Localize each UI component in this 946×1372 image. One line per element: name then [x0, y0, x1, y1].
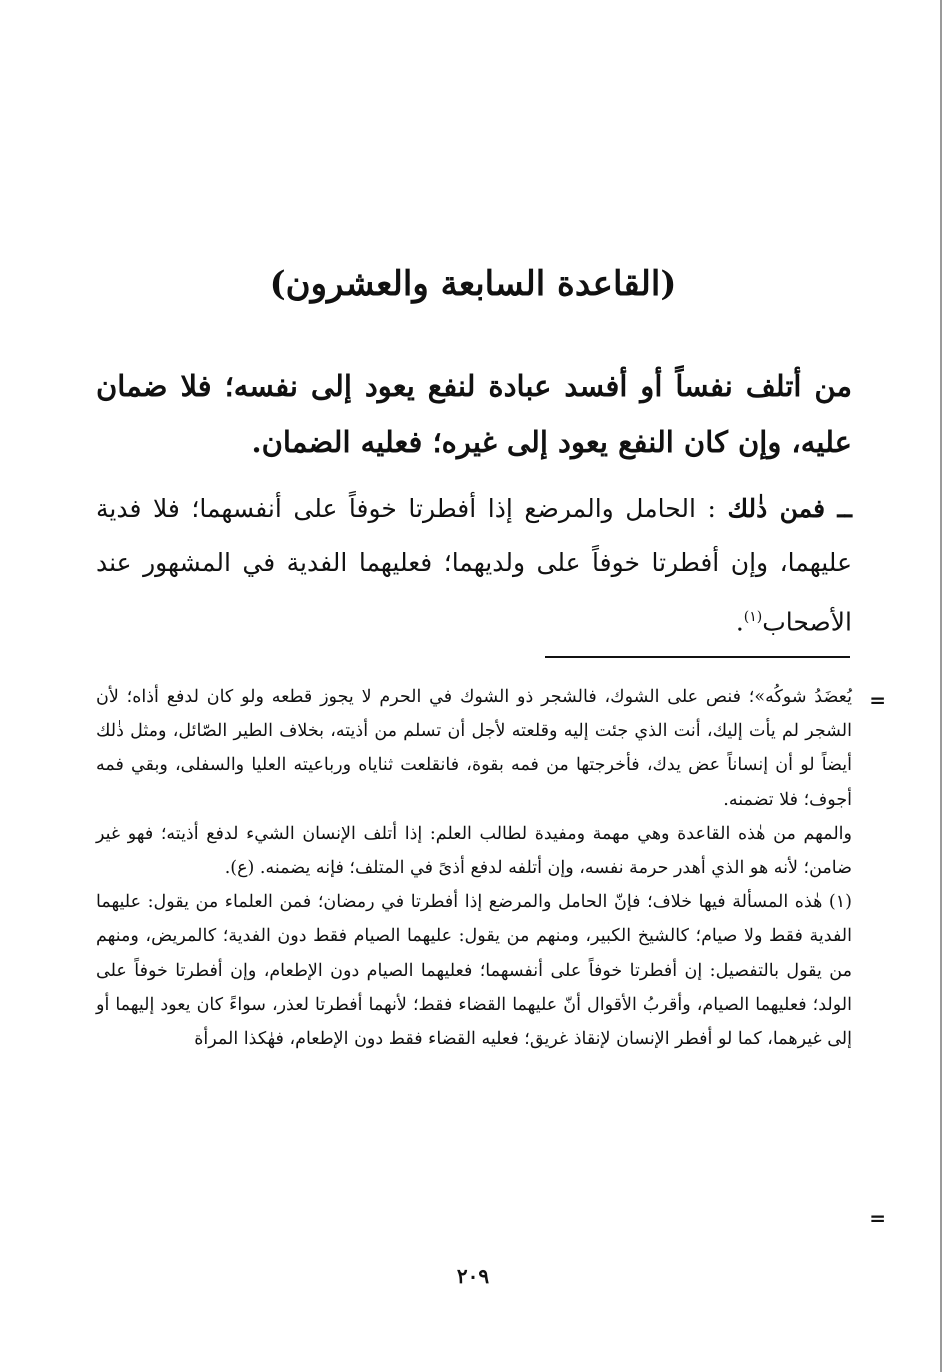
footnote-separator — [545, 656, 850, 658]
page-edge-line — [940, 0, 942, 1372]
footnote-ref[interactable]: (١) — [743, 609, 763, 625]
rule-title: (القاعدة السابعة والعشرون) — [269, 264, 677, 304]
example-end: . — [735, 607, 744, 637]
continuation-mark-bottom: = — [869, 1206, 886, 1230]
rule-statement: من أتلف نفساً أو أفسد عبادة لنفع يعود إلى نفسه؛ فلا ضمان عليه، وإن كان النفع يعود إلى غيره؛ فعليه الضمان. — [96, 369, 852, 459]
page-number: ٢٠٩ — [456, 1264, 490, 1288]
footnote-para-2: والمهم من هٰذه القاعدة وهي مهمة ومفيدة لطالب العلم: إذا أتلف الإنسان الشيء لدفع أذيته؛ فهو غير ضامن؛ لأنه هو الذي أهدر حرمة نفسه، وإن أتلفه لدفع أذىً في المتلف؛ فإنه يضمنه. (ع). — [96, 823, 852, 879]
footnote-para-1: يُعضَدُ شوكُه»؛ فنص على الشوك، فالشجر ذو الشوك في الحرم لا يجوز قطعه ولو كان لدفع أذاه؛ لأن الشجر لم يأت إليك، أنت الذي جئت إليه وقلعته لأجل أن تسلم من أذيته، بخلاف الطير الصّائل، ومثل ذٰلك أيضاً لو أن إنساناً عض يدك، فأخرجتها من فمه بقوة، فانقلعت ثناياه ورباعيته العليا والسفلى، وبقي فمه أجوف؛ فلا تضمنه. — [96, 687, 852, 810]
example-text: : الحامل والمرضع إذا أفطرتا خوفاً على أنفسهما؛ فلا فدية عليهما، وإن أفطرتا خوفاً على ولديهما؛ فعليهما الفدية في المشهور عند الأصحاب — [96, 494, 852, 637]
example-paragraph — [96, 482, 852, 649]
example-lead: ــ فمن ذٰلك — [727, 494, 853, 523]
footnote-para-3: (١) هٰذه المسألة فيها خلاف؛ فإنّ الحامل والمرضع إذا أفطرتا في رمضان؛ فمن العلماء من يقول: عليهما الفدية فقط ولا صيام؛ كالشيخ الكبير، ومنهم من يقول: عليهما الصيام فقط دون الفدية؛ كالمريض، ومنهم من يقول بالتفصيل: إن أفطرتا خوفاً على أنفسهما؛ فعليهما الصيام دون الإطعام، وإن أفطرتا خوفاً على الولد؛ فعليهما الصيام، وأقربُ الأقوال أنّ عليهما القضاء فقط؛ لأنهما أفطرتا لعذر، سواءً كان يعود إليهما أو إلى غيرهما، كما لو أفطر الإنسان لإنقاذ غريق؛ فعليه القضاء فقط دون الإطعام، فهٰكذا المرأة — [96, 892, 852, 1050]
continuation-mark-top: = — [869, 688, 886, 712]
footnotes — [96, 680, 852, 1056]
